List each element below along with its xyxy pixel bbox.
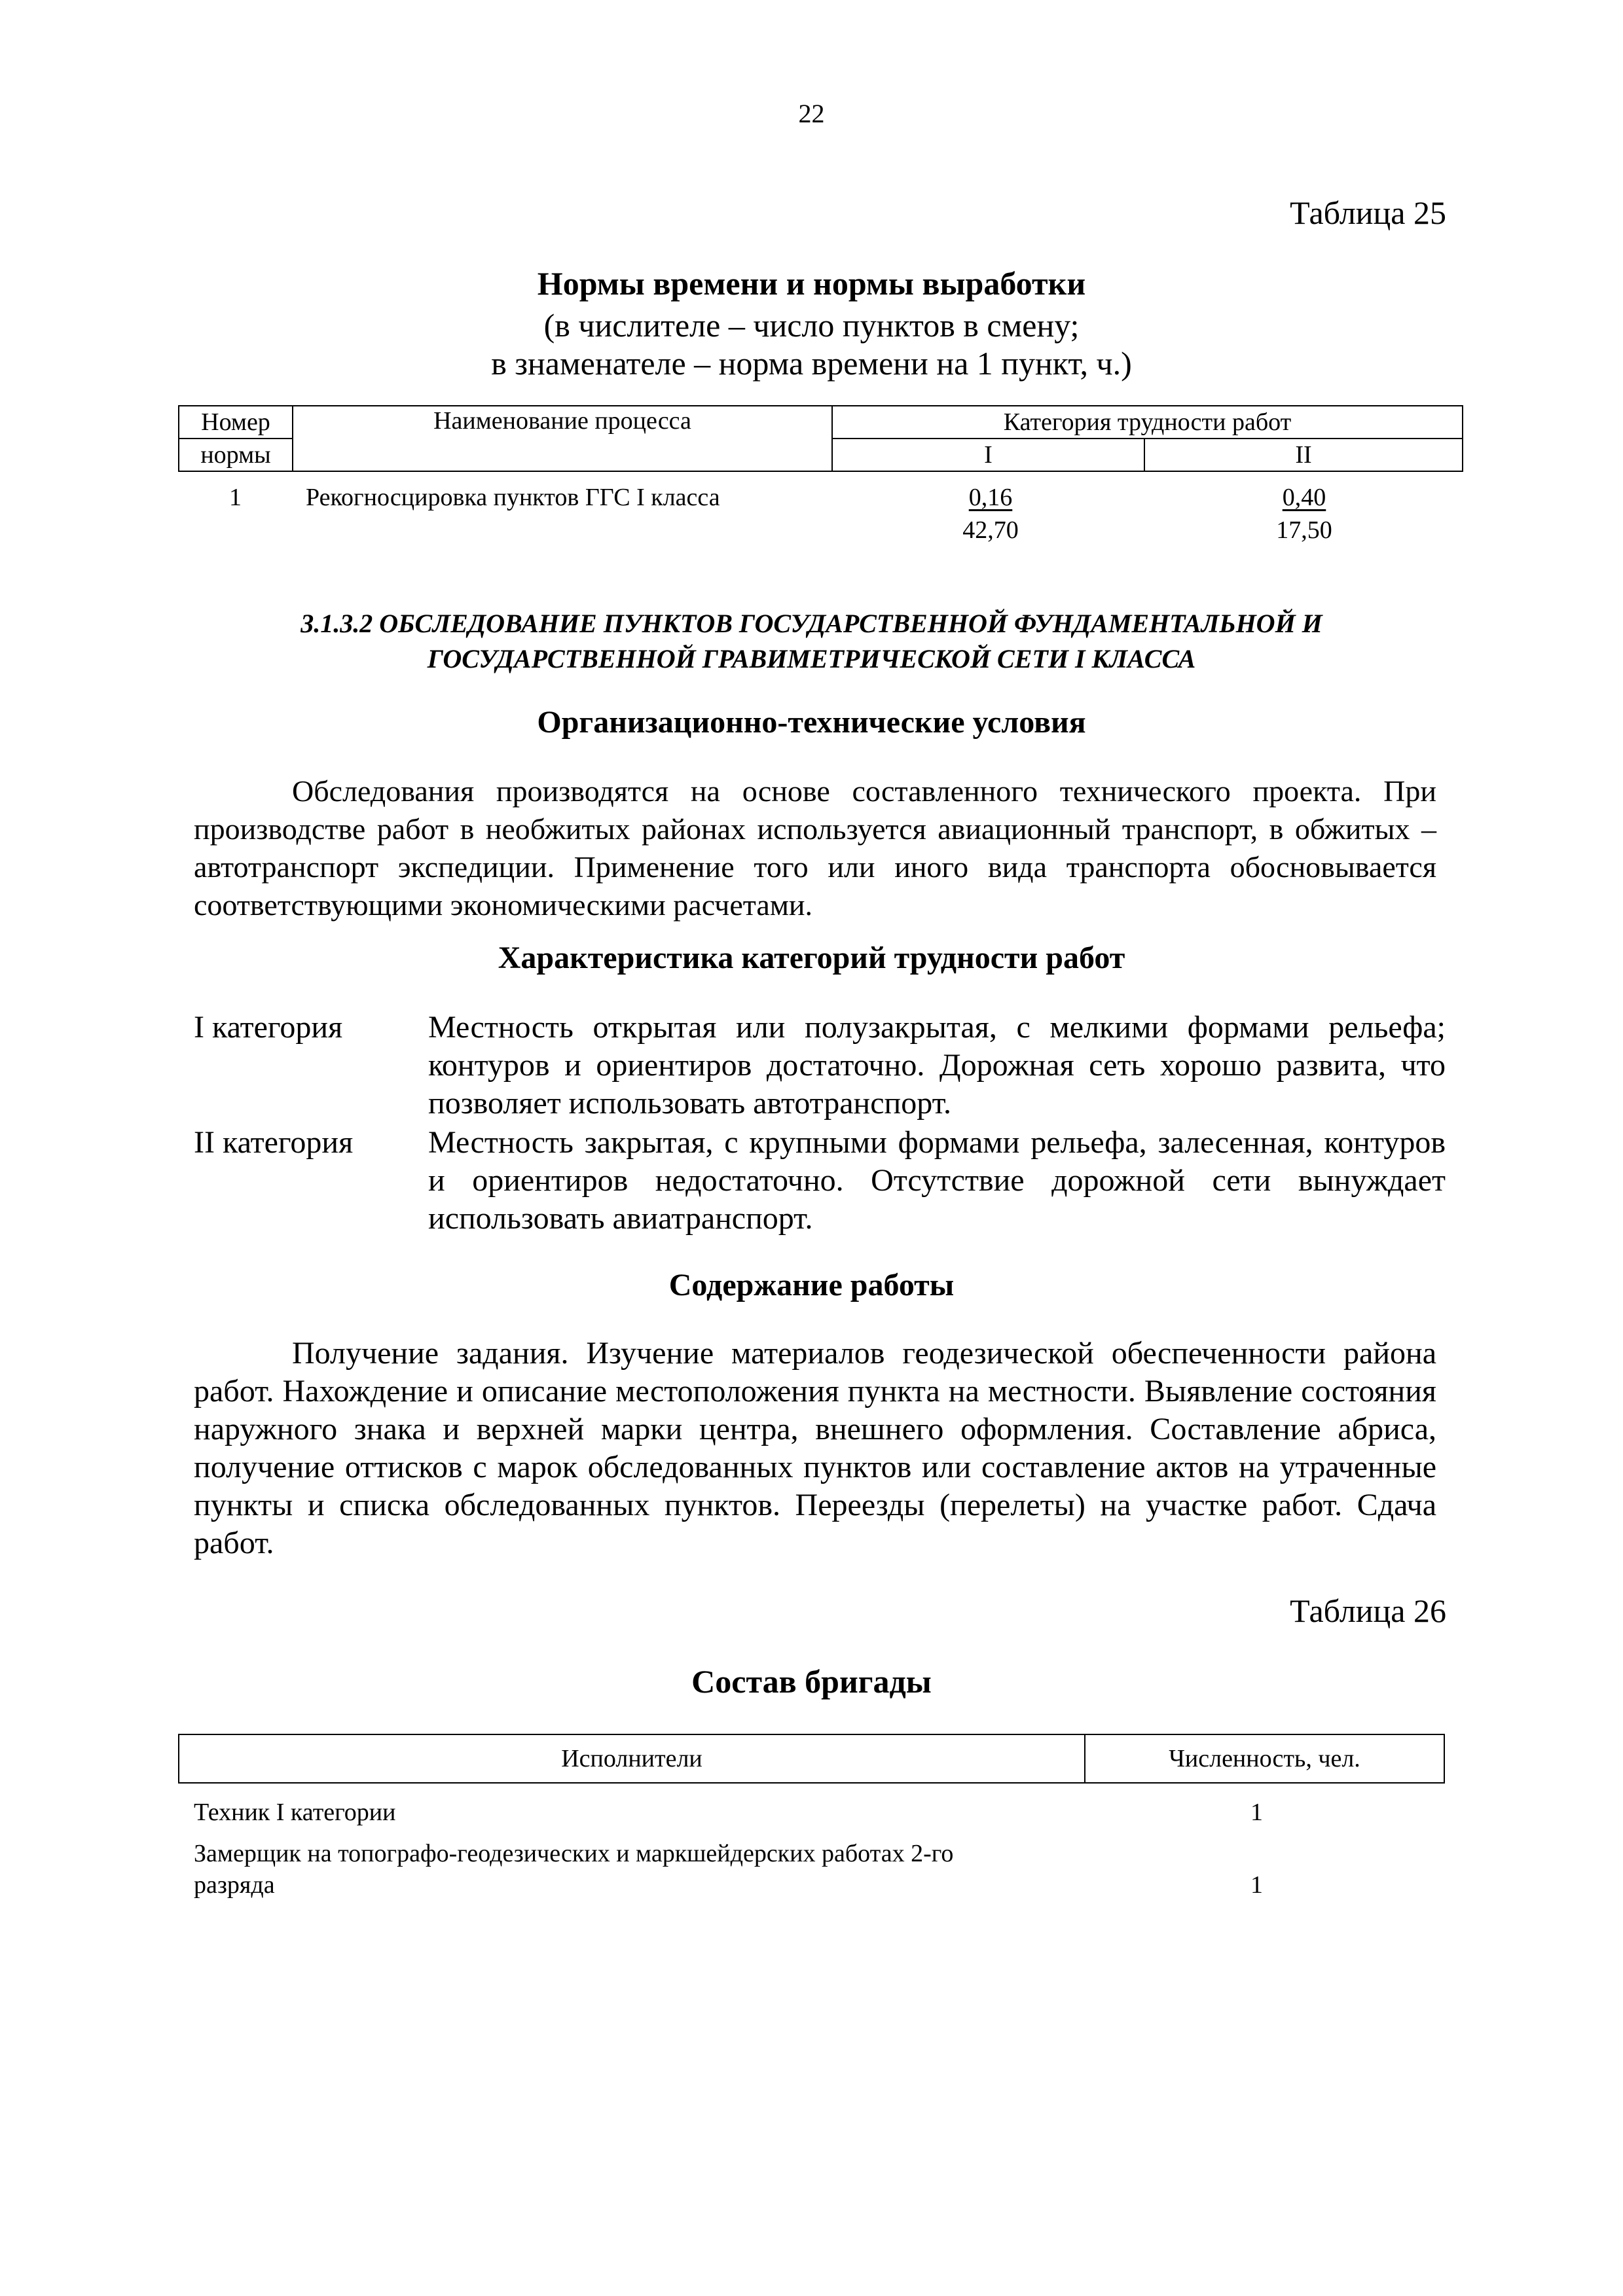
table-26-title: Состав бригады [691, 1663, 932, 1700]
cat2-denominator: 17,50 [1276, 516, 1332, 544]
category-1-text: Местность открытая или полузакрытая, с мелкими формами рельефа; контуров и ориентиров достаточно. Дорожная сеть хорошо развита, что позволяет использовать автотранспорт. [428, 1010, 1446, 1121]
category-2-label: II категория [194, 1125, 354, 1160]
char-heading: Характеристика категорий трудности работ [498, 941, 1125, 975]
cat1-denominator: 42,70 [962, 516, 1019, 544]
header-count: Численность, чел. [1085, 1734, 1444, 1783]
performer-1: Техник I категории [194, 1799, 396, 1826]
header-category: Категория трудности работ [832, 406, 1463, 439]
cat2-numerator: 0,40 [1282, 484, 1326, 511]
org-paragraph: Обследования производятся на основе составленного технического проекта. При производстве работ в необжитых районах используется авиационный транспорт, в обжитых – автотранспорт экспедиции. Применение того или иного вида транспорта обосновывается соответствующими экономическими расчетами. [194, 774, 1436, 922]
header-num-1: Номер [179, 406, 293, 439]
row-cat1-value [912, 481, 1069, 547]
content-heading: Содержание работы [668, 1268, 955, 1302]
cat1-numerator: 0,16 [968, 484, 1013, 511]
header-num-2: нормы [179, 439, 293, 471]
table-25-subtitle-2: в знаменателе – норма времени на 1 пункт, ч.) [491, 345, 1132, 382]
table-25-header [178, 405, 1463, 472]
org-heading: Организационно-технические условия [537, 705, 1086, 740]
category-1-label: I категория [194, 1010, 343, 1045]
row-num: 1 [229, 484, 242, 511]
header-cat-2: II [1144, 439, 1463, 471]
page-number: 22 [798, 99, 825, 128]
table-25-title: Нормы времени и нормы выработки [537, 265, 1086, 302]
category-2 [194, 1124, 1446, 1238]
performer-2-count: 1 [1250, 1871, 1263, 1899]
performer-1-count: 1 [1250, 1799, 1263, 1826]
performer-2-line-1: Замерщик на топографо-геодезических и маркшейдерских работах 2-го [194, 1840, 954, 1867]
table-25-subtitle-1: (в числителе – число пунктов в смену; [543, 307, 1080, 344]
section-title-2: ГОСУДАРСТВЕННОЙ ГРАВИМЕТРИЧЕСКОЙ СЕТИ I КЛАССА [427, 644, 1196, 673]
table-26-label: Таблица 26 [1290, 1592, 1446, 1629]
header-process: Наименование процесса [293, 406, 832, 471]
table-25-label: Таблица 25 [1290, 194, 1446, 231]
header-performers: Исполнители [179, 1734, 1085, 1783]
content-paragraph: Получение задания. Изучение материалов геодезической обеспеченности района работ. Нахождение и описание местоположения пункта на местности. Выявление состояния наружного знака и верхней марки центра, внешнего оформления. Составление абриса, получение оттисков с марок обследованных пунктов или составление актов на утраченные пункты и списка обследованных пунктов. Переезды (перелеты) на участке работ. Сдача работ. [194, 1336, 1436, 1560]
header-cat-1: I [832, 439, 1144, 471]
category-2-text: Местность закрытая, с крупными формами рельефа, залесенная, контуров и ориентиров недостаточно. Отсутствие дорожной сети вынуждает использовать авиатранспорт. [428, 1125, 1446, 1236]
row-cat2-value [1226, 481, 1383, 547]
section-title-1: 3.1.3.2 ОБСЛЕДОВАНИЕ ПУНКТОВ ГОСУДАРСТВЕННОЙ ФУНДАМЕНТАЛЬНОЙ И [301, 609, 1322, 638]
performer-2-line-2: разряда [194, 1871, 275, 1899]
category-1 [194, 1009, 1446, 1122]
row-process: Рекогносцировка пунктов ГГС I класса [306, 484, 720, 511]
table-26-header [178, 1734, 1445, 1784]
